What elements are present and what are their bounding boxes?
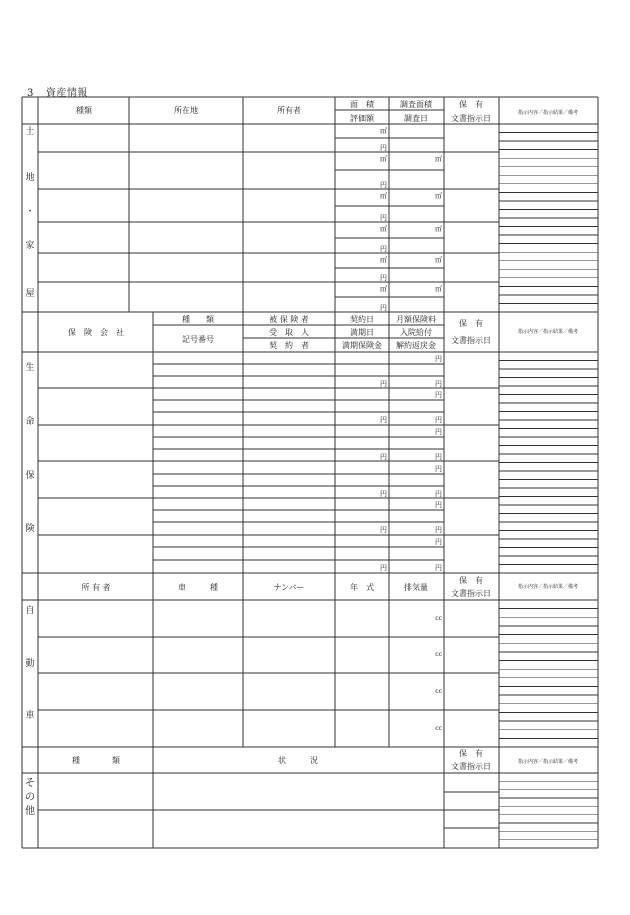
- header-nyuin: 入院給付: [400, 328, 432, 337]
- side-label-car: 自: [25, 606, 35, 616]
- header-biko: 指示内容／指示結果／備考: [517, 329, 579, 335]
- header-chosabi: 調査日: [404, 114, 428, 123]
- header-shashu: 車 種: [178, 583, 218, 592]
- side-label-land: 屋: [25, 289, 35, 299]
- unit-m2: ㎡: [435, 192, 442, 200]
- unit-yen: 円: [435, 355, 442, 363]
- header-biko: 指示内容／指示結果／備考: [517, 584, 579, 590]
- side-label-car: 動: [25, 659, 35, 669]
- unit-yen: 円: [380, 304, 387, 312]
- unit-yen: 円: [380, 453, 387, 461]
- unit-cc: cc: [435, 688, 442, 695]
- unit-yen: 円: [435, 538, 442, 546]
- header-shurui: 種類: [76, 106, 92, 115]
- unit-m2: ㎡: [380, 256, 387, 264]
- side-label-insurance: 命: [25, 417, 35, 427]
- side-label-land: 土: [25, 127, 35, 137]
- unit-m2: ㎡: [435, 256, 442, 264]
- header-getsugaku: 月額保険料: [396, 315, 436, 324]
- side-label-car: 車: [25, 711, 35, 721]
- section-number: 3: [27, 88, 34, 99]
- unit-yen: 円: [435, 501, 442, 509]
- header-hoyu: 保 有: [459, 576, 483, 585]
- header-kaiyaku: 解約返戻金: [396, 341, 436, 350]
- unit-yen: 円: [435, 490, 442, 498]
- unit-yen: 円: [435, 453, 442, 461]
- side-label-land: 地: [25, 173, 35, 183]
- side-label-insurance: 険: [25, 524, 35, 534]
- header-nenshiki: 年 式: [350, 583, 374, 592]
- header-number: ナンバー: [273, 583, 305, 592]
- side-label-land: ・: [25, 207, 35, 217]
- header-ins-shurui: 種 類: [182, 315, 214, 324]
- header-owner: 所 有 者: [81, 583, 111, 592]
- header-biko: 指示内容／指示結果／備考: [517, 759, 579, 765]
- unit-yen: 円: [380, 274, 387, 282]
- unit-m2: ㎡: [380, 225, 387, 233]
- header-hoyu: 保 有: [459, 100, 483, 109]
- unit-m2: ㎡: [380, 155, 387, 163]
- unit-m2: ㎡: [435, 225, 442, 233]
- unit-yen: 円: [380, 245, 387, 253]
- header-shoyusha: 所有者: [277, 106, 301, 115]
- unit-yen: 円: [435, 416, 442, 424]
- side-label-insurance: 生: [25, 363, 35, 373]
- header-hoyu: 保 有: [459, 319, 483, 328]
- side-label-other: の: [25, 792, 35, 803]
- header-chosa-menseki: 調査面積: [400, 100, 432, 109]
- header-bunsho: 文書指示日: [451, 762, 491, 771]
- unit-yen: 円: [380, 380, 387, 388]
- header-hyokagaku: 評価額: [350, 114, 374, 123]
- unit-m2: ㎡: [380, 285, 387, 293]
- unit-cc: cc: [435, 725, 442, 732]
- unit-yen: 円: [435, 526, 442, 534]
- header-bunsho: 文書指示日: [451, 114, 491, 123]
- unit-m2: ㎡: [380, 192, 387, 200]
- unit-yen: 円: [380, 564, 387, 572]
- header-hihokensha: 被 保 険 者: [269, 315, 309, 324]
- header-hoyu: 保 有: [459, 749, 483, 758]
- side-label-other: そ: [25, 778, 35, 789]
- unit-yen: 円: [380, 490, 387, 498]
- header-uketorinin: 受 取 人: [269, 328, 309, 337]
- unit-yen: 円: [435, 564, 442, 572]
- header-haikiryo: 排気量: [404, 583, 428, 592]
- header-biko: 指示内容／指示結果／備考: [517, 110, 579, 116]
- header-bunsho: 文書指示日: [451, 589, 491, 598]
- unit-m2: ㎡: [435, 285, 442, 293]
- unit-cc: cc: [435, 615, 442, 622]
- unit-yen: 円: [435, 465, 442, 473]
- unit-yen: 円: [435, 428, 442, 436]
- header-kigo: 記号番号: [182, 335, 214, 344]
- unit-yen: 円: [380, 416, 387, 424]
- side-label-insurance: 保: [25, 471, 35, 481]
- header-shozaichi: 所在地: [174, 106, 198, 115]
- side-label-land: 家: [25, 241, 35, 251]
- header-bunsho: 文書指示日: [451, 336, 491, 345]
- header-company: 保 険 会 社: [68, 328, 124, 337]
- header-keiyakubi: 契約日: [350, 315, 374, 324]
- header-manki: 満期日: [350, 328, 374, 337]
- header-jokyo: 状 況: [278, 756, 318, 765]
- header-manki-hokenkin: 満期保険金: [342, 341, 382, 350]
- unit-m2: ㎡: [435, 155, 442, 163]
- section-title: 資産情報: [45, 88, 88, 99]
- unit-yen: 円: [435, 380, 442, 388]
- unit-cc: cc: [435, 651, 442, 658]
- header-other-shurui: 種 類: [72, 756, 120, 765]
- side-label-other: 他: [25, 806, 35, 817]
- unit-yen: 円: [380, 526, 387, 534]
- unit-yen: 円: [380, 144, 387, 152]
- unit-yen: 円: [380, 181, 387, 189]
- header-menseki: 面 積: [350, 100, 374, 109]
- header-keiyakusha: 契 約 者: [269, 341, 309, 350]
- unit-yen: 円: [435, 391, 442, 399]
- unit-m2: ㎡: [380, 127, 387, 135]
- unit-yen: 円: [380, 214, 387, 222]
